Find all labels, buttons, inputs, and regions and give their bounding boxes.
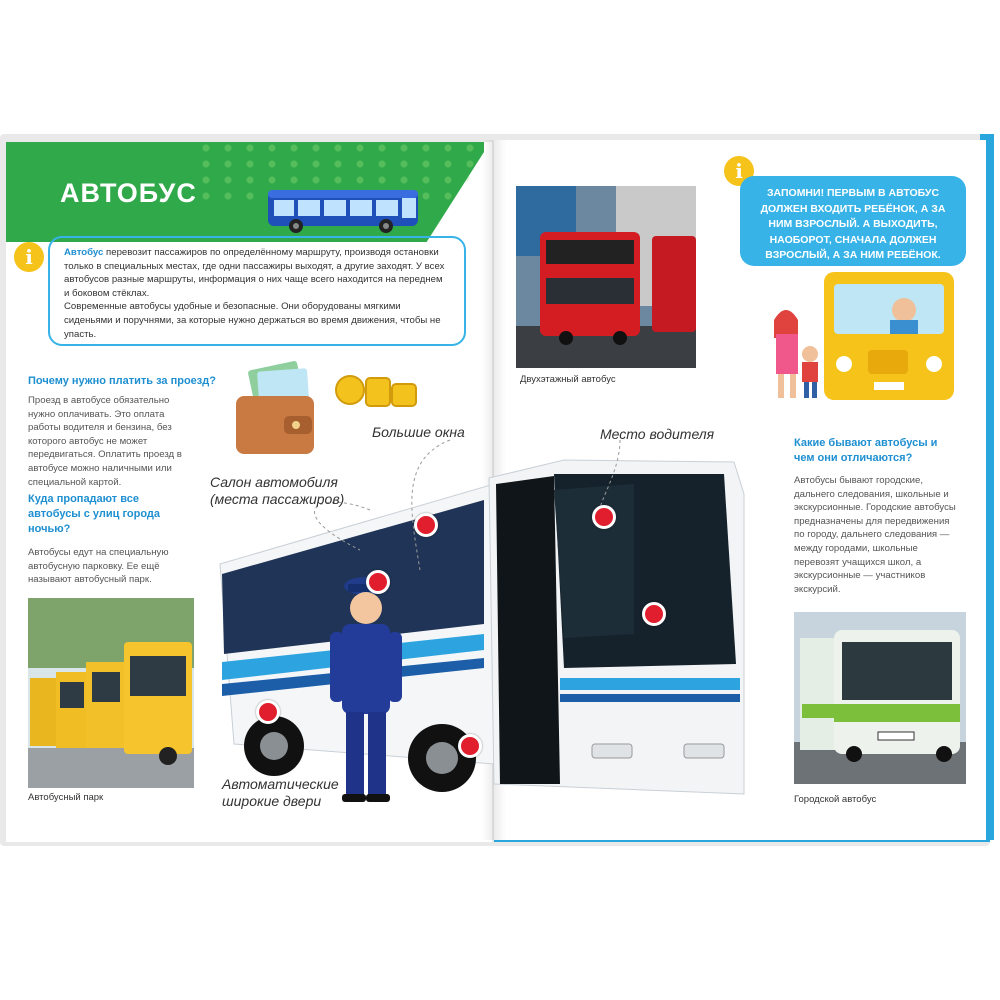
label-driver: Место водителя xyxy=(600,426,715,442)
double-decker-caption: Двухэтажный автобус xyxy=(520,374,616,385)
marker-driver[interactable] xyxy=(592,505,616,529)
question-types-title: Какие бывают автобусы и чем они отличаются? xyxy=(794,437,938,464)
intro-text-2: Современные автобусы удобные и безопасные. Они оборудованы мягкими сиденьями и поручнями, за которые нужно держаться во время движения, чтобы не упасть. xyxy=(64,301,441,340)
label-windows: Большие окна xyxy=(372,424,465,440)
marker-driver-2[interactable] xyxy=(642,602,666,626)
bus-depot-photo xyxy=(28,598,194,788)
city-bus-photo xyxy=(794,612,966,784)
coins-icon xyxy=(334,370,420,410)
page-title: АВТОБУС xyxy=(60,178,197,208)
intro-text-1: перевозит пассажиров по определённому маршруту, производя остановки только в специальных местах, где одни пассажиры выходят, а другие заходят. У всех автобусов разные маршруты, информация о них чаще всего находится на переднем и боковом стёклах. xyxy=(64,247,445,299)
question-payment-text: Проезд в автобусе обязательно нужно оплачивать. Это оплата работы водителя и бензина, без которого автобус не может передвигаться. Оплатить проезд в автобусе можно наличными или специальной картой. xyxy=(28,395,182,488)
label-cabin: Салон автомобиля (места пассажиров) xyxy=(210,474,345,507)
question-night-title: Куда пропадают все автобусы с улиц города ночью? xyxy=(28,493,161,535)
question-night-text: Автобусы едут на специальную автобусную парковку. Ее ещё называют автобусный парк. xyxy=(28,547,169,586)
label-doors: Автоматические широкие двери xyxy=(222,776,339,809)
double-decker-photo xyxy=(516,186,696,368)
intro-info-box xyxy=(48,236,466,346)
question-payment-title: Почему нужно платить за проезд? xyxy=(28,375,216,387)
marker-cabin[interactable] xyxy=(366,570,390,594)
marker-windows[interactable] xyxy=(414,513,438,537)
marker-doors[interactable] xyxy=(256,700,280,724)
tip-box: ЗАПОМНИ! ПЕРВЫМ В АВТОБУС ДОЛЖЕН ВХОДИТЬ РЕБЁНОК, А ЗА НИМ ВЗРОСЛЫЙ. А ВЫХОДИТЬ, НАОБОРОТ, СНАЧАЛА ДОЛЖЕН ВЗРОСЛЫЙ, А ЗА НИМ РЕБЁНОК. xyxy=(740,176,966,266)
yellow-bus-illustration xyxy=(764,270,964,410)
callout-lines xyxy=(200,420,800,620)
blue-bus-icon xyxy=(266,186,422,236)
marker-doors-2[interactable] xyxy=(458,734,482,758)
info-icon: i xyxy=(14,242,44,272)
depot-caption: Автобусный парк xyxy=(28,792,104,803)
question-types-text: Автобусы бывают городские, дальнего следования, школьные и экскурсионные. Городские автобусы предназначены для передвижения по городу, дальнего следования — между городами, школьные перевозят учащихся школ, а экскурсионные — участников экскурсий. xyxy=(794,475,956,595)
tip-info-icon: i xyxy=(724,156,754,186)
city-bus-caption: Городской автобус xyxy=(794,794,877,805)
intro-lead: Автобус xyxy=(64,247,104,258)
